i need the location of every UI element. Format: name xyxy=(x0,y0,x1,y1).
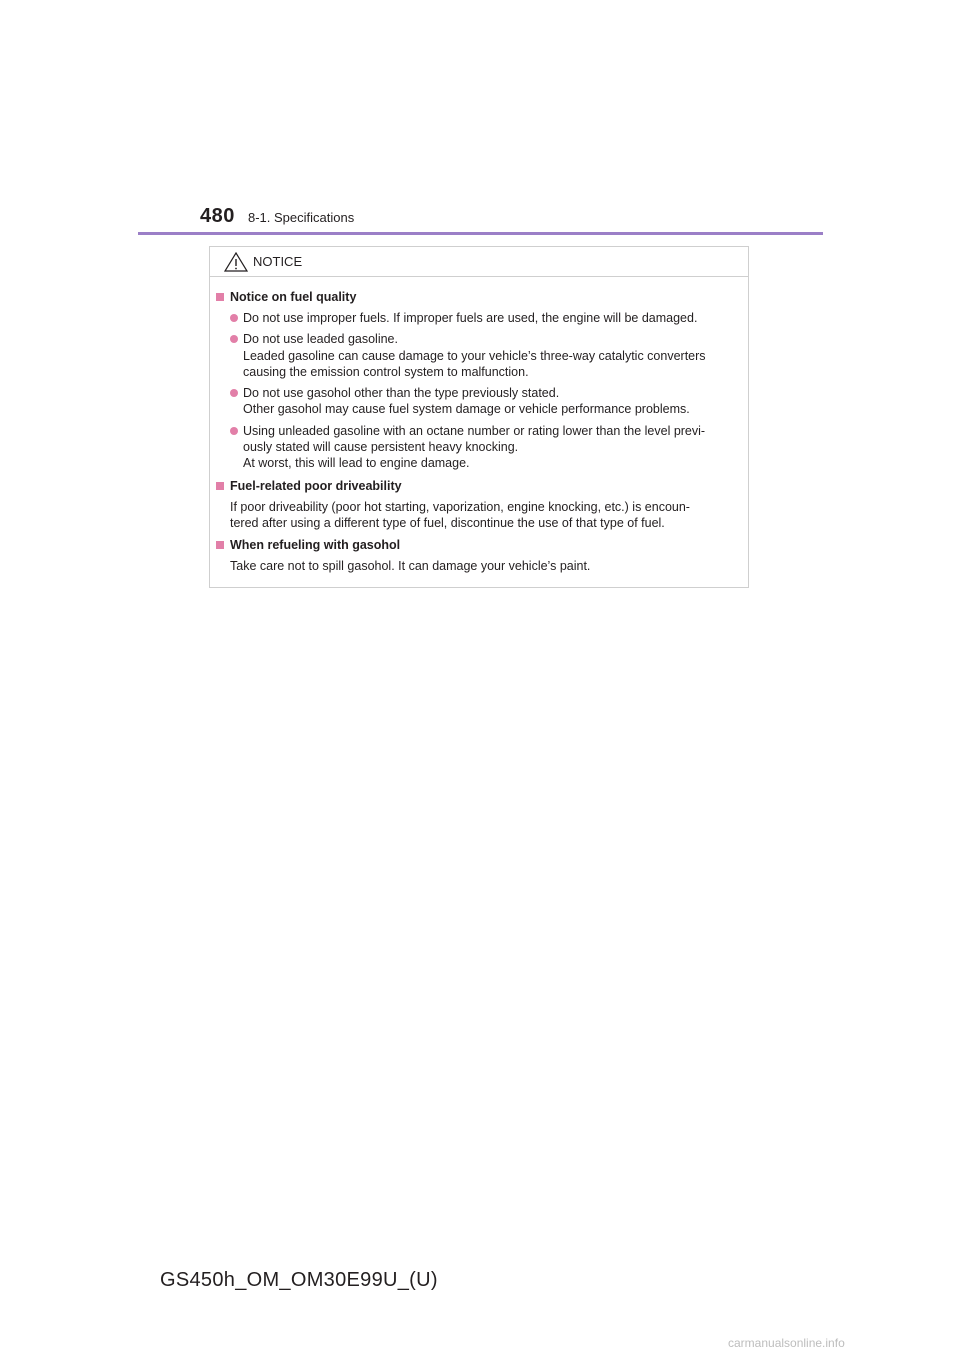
section-heading-text: Fuel-related poor driveability xyxy=(230,478,402,493)
section-heading-text: Notice on fuel quality xyxy=(230,290,357,304)
item-text-line: Do not use improper fuels. If improper fuels are used, the engine will be damaged. xyxy=(243,311,698,325)
list-item xyxy=(216,385,746,418)
notice-box xyxy=(209,246,749,588)
round-bullet-icon xyxy=(230,427,238,435)
list-item xyxy=(216,423,746,472)
square-bullet-icon xyxy=(216,541,224,549)
round-bullet-icon xyxy=(230,335,238,343)
paragraph-line: tered after using a different type of fuel, discontinue the use of that type of fuel. xyxy=(230,515,665,530)
round-bullet-icon xyxy=(230,314,238,322)
notice-section xyxy=(216,289,746,472)
section-heading xyxy=(216,537,746,553)
notice-header xyxy=(210,247,748,277)
square-bullet-icon xyxy=(216,482,224,490)
section-heading xyxy=(216,478,746,494)
notice-label: NOTICE xyxy=(253,254,303,269)
section-title: 8-1. Specifications xyxy=(248,210,355,225)
section-paragraph xyxy=(216,558,746,574)
square-bullet-icon xyxy=(216,293,224,301)
notice-body xyxy=(216,289,746,581)
section-heading-text: When refueling with gasohol xyxy=(230,538,401,553)
item-text-line: Leaded gasoline can cause damage to your vehicle’s three-way catalytic converters xyxy=(243,348,706,363)
paragraph-line: Take care not to spill gasohol. It can damage your vehicle’s paint. xyxy=(230,559,591,574)
item-text-line: causing the emission control system to malfunction. xyxy=(243,364,529,379)
section-paragraph xyxy=(216,499,746,532)
paragraph-line: If poor driveability (poor hot starting, vaporization, engine knocking, etc.) is encoun- xyxy=(230,499,690,514)
item-text-line: Other gasohol may cause fuel system damage or vehicle performance problems. xyxy=(243,402,690,417)
notice-section xyxy=(216,478,746,532)
header-rule xyxy=(138,232,823,235)
notice-section xyxy=(216,537,746,574)
item-text-line: Using unleaded gasoline with an octane number or rating lower than the level previ- xyxy=(243,423,706,438)
warning-triangle-icon xyxy=(224,252,248,272)
section-heading xyxy=(216,289,746,305)
manual-code: GS450h_OM_OM30E99U_(U) xyxy=(160,1269,438,1291)
item-text-line: At worst, this will lead to engine damage. xyxy=(243,456,470,471)
list-item xyxy=(216,331,746,380)
item-text-line: Do not use gasohol other than the type previously stated. xyxy=(243,386,560,401)
page-header xyxy=(0,0,960,240)
item-text-line: ously stated will cause persistent heavy knocking. xyxy=(243,440,519,455)
round-bullet-icon xyxy=(230,389,238,397)
page-number: 480 xyxy=(200,205,235,227)
item-text-line: Do not use leaded gasoline. xyxy=(243,332,398,347)
list-item xyxy=(216,310,746,326)
watermark: carmanualsonline.info xyxy=(728,1336,845,1350)
